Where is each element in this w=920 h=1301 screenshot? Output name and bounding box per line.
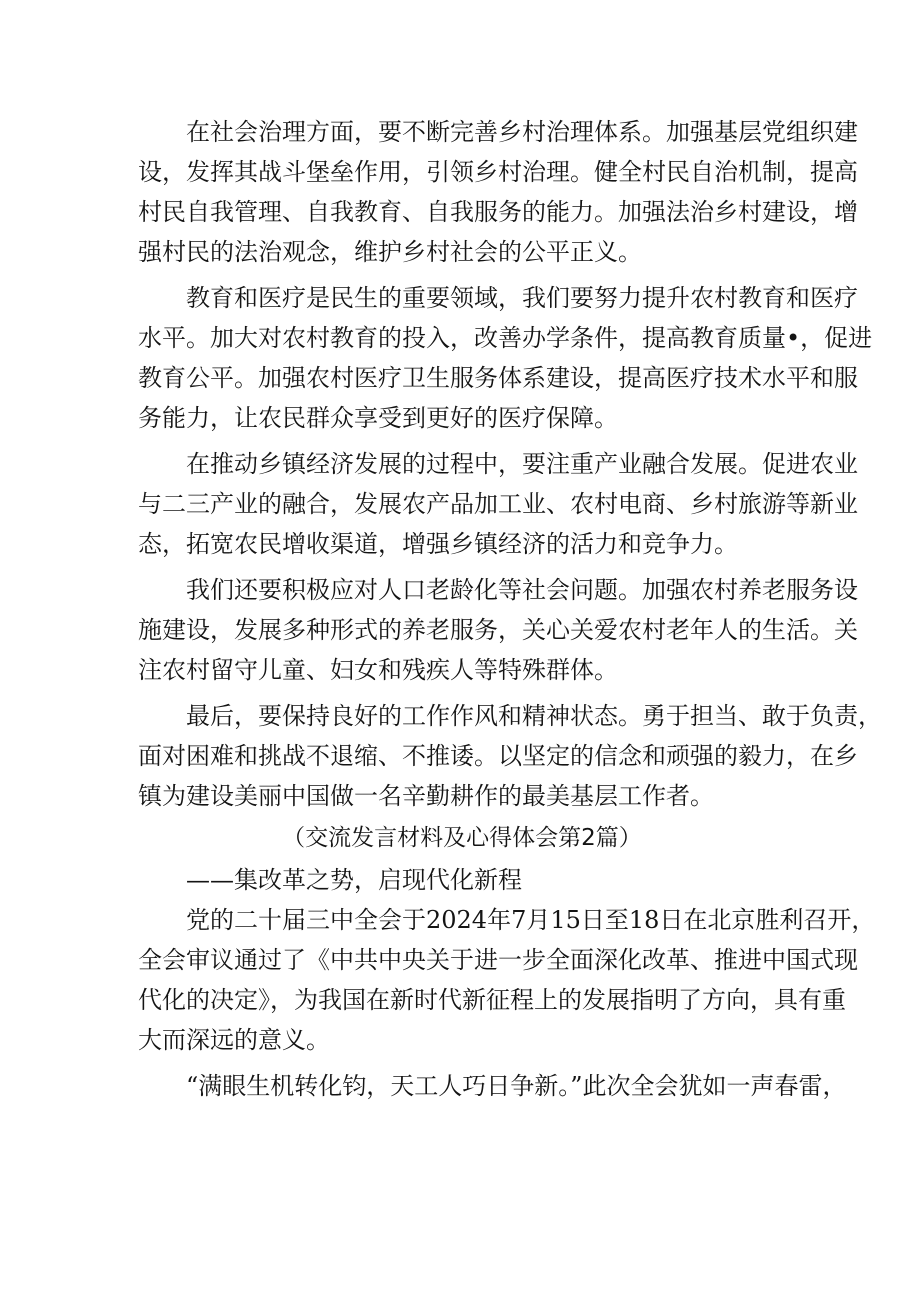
paragraph-line: 教育和医疗是民生的重要领域，我们要努力提升农村教育和医疗	[186, 284, 858, 312]
section-subtitle: ——集改革之势，启现代化新程	[186, 866, 522, 894]
paragraph	[138, 112, 858, 272]
paragraph-line: 在社会治理方面，要不断完善乡村治理体系。加强基层党组织建	[186, 118, 858, 146]
paragraph-line: 强村民的法治观念，维护乡村社会的公平正义。	[138, 238, 642, 266]
paragraph-line: 在推动乡镇经济发展的过程中，要注重产业融合发展。促进农业	[186, 450, 858, 478]
paragraph-line: 镇为建设美丽中国做一名辛勤耕作的最美基层工作者。	[138, 782, 714, 810]
section-heading: （交流发言材料及心得体会第2篇）	[282, 825, 642, 851]
paragraph	[138, 570, 858, 690]
paragraph-line: 态，拓宽农民增收渠道，增强乡镇经济的活力和竞争力。	[138, 530, 738, 558]
paragraph-line: 注农村留守儿童、妇女和残疾人等特殊群体。	[138, 656, 618, 684]
paragraph-line: 设，发挥其战斗堡垒作用，引领乡村治理。健全村民自治机制，提高	[138, 158, 858, 186]
paragraph-line: 教育公平。加强农村医疗卫生服务体系建设，提高医疗技术水平和服	[138, 364, 858, 392]
paragraph-line: 务能力，让农民群众享受到更好的医疗保障。	[138, 404, 618, 432]
paragraph-line: 全会审议通过了《中共中央关于进一步全面深化改革、推进中国式现	[138, 946, 858, 974]
paragraph	[138, 900, 876, 1060]
paragraph-line: 村民自我管理、自我教育、自我服务的能力。加强法治乡村建设，增	[138, 198, 858, 226]
paragraph-line: 大而深远的意义。	[138, 1026, 330, 1054]
paragraph-line: “满眼生机转化钧，天工人巧日争新。”此次全会犹如一声春雷，	[186, 1072, 847, 1100]
paragraph-line: 最后，要保持良好的工作作风和精神状态。勇于担当、敢于负责，	[186, 702, 882, 730]
paragraph	[138, 1066, 847, 1106]
paragraph-line: 施建设，发展多种形式的养老服务，关心关爱农村老年人的生活。关	[138, 616, 858, 644]
document-body	[138, 112, 882, 1106]
paragraph-line: 党的二十届三中全会于2024年7月15日至18日在北京胜利召开，	[186, 906, 876, 934]
paragraph-line: 我们还要积极应对人口老龄化等社会问题。加强农村养老服务设	[186, 576, 858, 604]
paragraph	[138, 444, 858, 564]
paragraph-line: 水平。加大对农村教育的投入，改善办学条件，提高教育质量•，促进	[138, 324, 873, 352]
paragraph-line: 代化的决定》，为我国在新时代新征程上的发展指明了方向，具有重	[138, 986, 846, 1014]
paragraph	[138, 696, 882, 816]
paragraph	[138, 278, 873, 438]
paragraph-line: 面对困难和挑战不退缩、不推诿。以坚定的信念和顽强的毅力，在乡	[138, 742, 858, 770]
paragraph-line: 与二三产业的融合，发展农产品加工业、农村电商、乡村旅游等新业	[138, 490, 858, 518]
